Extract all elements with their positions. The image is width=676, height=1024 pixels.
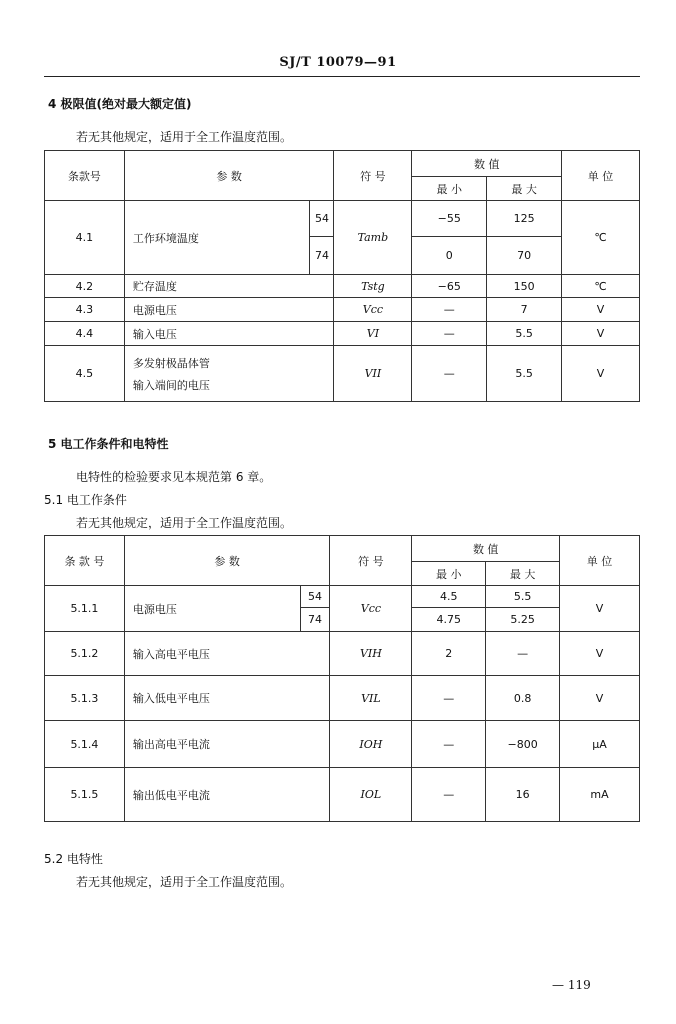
header-rule xyxy=(44,76,640,77)
col-header-min: 最 小 xyxy=(412,177,487,201)
section-5-heading: 5 电工作条件和电特性 xyxy=(48,437,169,451)
table-cell-min: −55 xyxy=(412,201,487,237)
section-4-note: 若无其他规定，适用于全工作温度范围。 xyxy=(76,130,293,144)
section-4-heading: 4 极限值(绝对最大额定值) xyxy=(48,97,192,111)
table-cell-series: 54 xyxy=(300,586,330,608)
table-cell-series: 74 xyxy=(310,237,334,275)
table-cell-max: 5.25 xyxy=(486,608,560,632)
table-cell-clause: 5.1.3 xyxy=(45,676,125,721)
section-5-note: 电特性的检验要求见本规范第 6 章。 xyxy=(76,470,272,484)
table-cell-max: −800 xyxy=(486,721,560,768)
col-header-value: 数 值 xyxy=(412,151,562,177)
col-header-clause: 条款号 xyxy=(45,151,125,201)
table-cell-symbol: Tamb xyxy=(334,201,412,275)
table-cell-symbol: IOL xyxy=(330,768,412,822)
col-header-symbol: 符 号 xyxy=(334,151,412,201)
table-cell-symbol: Vcc xyxy=(334,298,412,322)
table-cell-clause: 5.1.5 xyxy=(45,768,125,822)
table-cell-clause: 5.1.1 xyxy=(45,586,125,632)
operating-conditions-table xyxy=(44,535,640,822)
table-cell-symbol: IOH xyxy=(330,721,412,768)
section-5-2-heading: 5.2 电特性 xyxy=(44,852,103,866)
table-cell-param: 电源电压 xyxy=(124,298,334,322)
col-header-param: 参 数 xyxy=(124,151,334,201)
table-cell-min: 4.5 xyxy=(412,586,486,608)
table-cell-param xyxy=(124,346,334,402)
table-cell-series: 54 xyxy=(310,201,334,237)
table-cell-symbol: VI xyxy=(334,322,412,346)
table-cell-unit: V xyxy=(560,632,640,676)
table-cell-max: 70 xyxy=(487,237,562,275)
section-5-1-note: 若无其他规定，适用于全工作温度范围。 xyxy=(76,516,293,530)
col-header-unit: 单 位 xyxy=(562,151,640,201)
col-header-max: 最 大 xyxy=(487,177,562,201)
table-cell-clause: 5.1.4 xyxy=(45,721,125,768)
table-cell-unit: ℃ xyxy=(562,201,640,275)
table-cell-unit: V xyxy=(560,586,640,632)
col-header-min: 最 小 xyxy=(412,562,486,586)
section-5-2-note: 若无其他规定，适用于全工作温度范围。 xyxy=(76,875,293,889)
table-cell-clause: 4.1 xyxy=(45,201,125,275)
table-cell-min: — xyxy=(412,346,487,402)
table-cell-min: −65 xyxy=(412,275,487,298)
table-cell-max: 5.5 xyxy=(487,346,562,402)
table-cell-symbol: Vcc xyxy=(330,586,412,632)
col-header-param: 参 数 xyxy=(124,536,330,586)
table-cell-clause: 4.2 xyxy=(45,275,125,298)
table-cell-param: 输入电压 xyxy=(124,322,334,346)
table-cell-symbol: VII xyxy=(334,346,412,402)
table-cell-unit: ℃ xyxy=(562,275,640,298)
table-cell-clause: 4.5 xyxy=(45,346,125,402)
table-cell-unit: V xyxy=(560,676,640,721)
col-header-value: 数 值 xyxy=(412,536,560,562)
table-cell-param: 输出高电平电流 xyxy=(124,721,330,768)
table-cell-param: 贮存温度 xyxy=(124,275,334,298)
table-cell-max: 5.5 xyxy=(486,586,560,608)
table-cell-unit: μA xyxy=(560,721,640,768)
table-cell-max: — xyxy=(486,632,560,676)
table-cell-min: — xyxy=(412,298,487,322)
table-cell-unit: V xyxy=(562,346,640,402)
table-cell-max: 7 xyxy=(487,298,562,322)
table-cell-param: 输出低电平电流 xyxy=(124,768,330,822)
table-cell-min: — xyxy=(412,322,487,346)
table-cell-min: — xyxy=(412,768,486,822)
table-cell-param: 工作环境温度 xyxy=(124,201,310,275)
table-cell-min: 4.75 xyxy=(412,608,486,632)
table-cell-min: — xyxy=(412,721,486,768)
table-cell-min: — xyxy=(412,676,486,721)
table-cell-max: 125 xyxy=(487,201,562,237)
col-header-max: 最 大 xyxy=(486,562,560,586)
table-cell-max: 5.5 xyxy=(487,322,562,346)
col-header-clause: 条 款 号 xyxy=(45,536,125,586)
table-cell-clause: 5.1.2 xyxy=(45,632,125,676)
table-cell-param: 电源电压 xyxy=(124,586,300,632)
table-cell-symbol: VIL xyxy=(330,676,412,721)
section-5-1-heading: 5.1 电工作条件 xyxy=(44,493,127,507)
param-line-2: 输入端间的电压 xyxy=(132,378,210,392)
table-cell-clause: 4.3 xyxy=(45,298,125,322)
col-header-unit: 单 位 xyxy=(560,536,640,586)
param-line-1: 多发射极晶体管 xyxy=(132,356,210,370)
table-cell-unit: mA xyxy=(560,768,640,822)
table-cell-max: 0.8 xyxy=(486,676,560,721)
table-cell-clause: 4.4 xyxy=(45,322,125,346)
table-cell-min: 0 xyxy=(412,237,487,275)
table-cell-max: 16 xyxy=(486,768,560,822)
col-header-symbol: 符 号 xyxy=(330,536,412,586)
doc-header-code: SJ/T 10079—91 xyxy=(279,55,397,70)
table-cell-param: 输入高电平电压 xyxy=(124,632,330,676)
table-cell-unit: V xyxy=(562,322,640,346)
table-cell-symbol: VIH xyxy=(330,632,412,676)
table-cell-symbol: Tstg xyxy=(334,275,412,298)
table-cell-max: 150 xyxy=(487,275,562,298)
table-cell-unit: V xyxy=(562,298,640,322)
limits-table xyxy=(44,150,640,402)
table-cell-min: 2 xyxy=(412,632,486,676)
table-cell-series: 74 xyxy=(300,608,330,632)
table-cell-param: 输入低电平电压 xyxy=(124,676,330,721)
page-number: — 119 xyxy=(552,978,591,992)
